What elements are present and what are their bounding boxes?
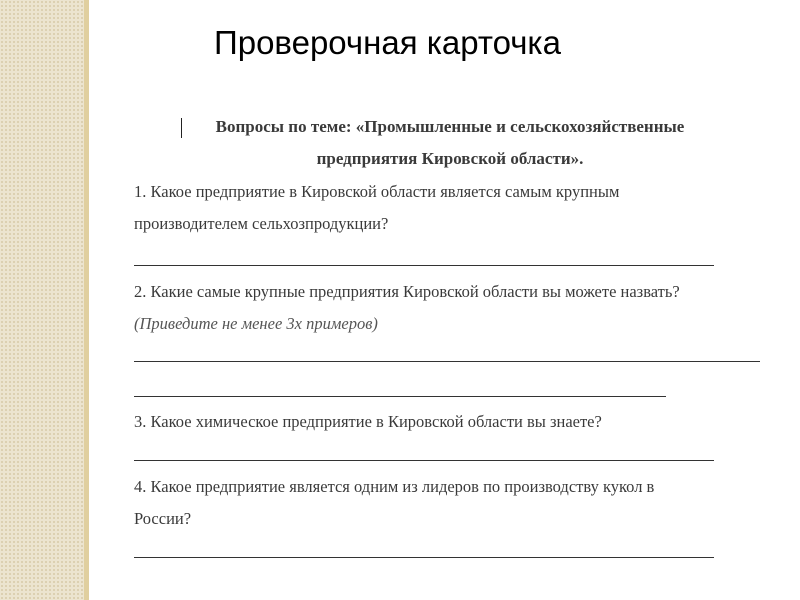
answer-line-1[interactable]	[134, 265, 714, 266]
question-1-line2: производителем сельхозпродукции?	[134, 214, 389, 233]
question-4-line1: 4. Какое предприятие является одним из лидеров по производству кукол в	[134, 477, 655, 496]
worksheet-heading-line2: предприятия Кировской области».	[316, 149, 584, 168]
answer-line-2b[interactable]	[134, 396, 666, 397]
slide-title: Проверочная карточка	[214, 24, 561, 61]
question-1-line1: 1. Какое предприятие в Кировской области является самым крупным	[134, 182, 620, 201]
question-4-line2: России?	[134, 509, 192, 528]
answer-line-3[interactable]	[134, 460, 714, 461]
question-3-line1: 3. Какое химическое предприятие в Кировской области вы знаете?	[134, 412, 602, 431]
answer-line-2a[interactable]	[134, 361, 760, 362]
worksheet-heading-line1: Вопросы по теме: «Промышленные и сельскохозяйственные	[215, 117, 685, 136]
answer-line-4[interactable]	[134, 557, 714, 558]
question-2-hint: (Приведите не менее 3х примеров)	[134, 314, 378, 333]
question-2-line1: 2. Какие самые крупные предприятия Кировской области вы можете назвать?	[134, 282, 680, 301]
